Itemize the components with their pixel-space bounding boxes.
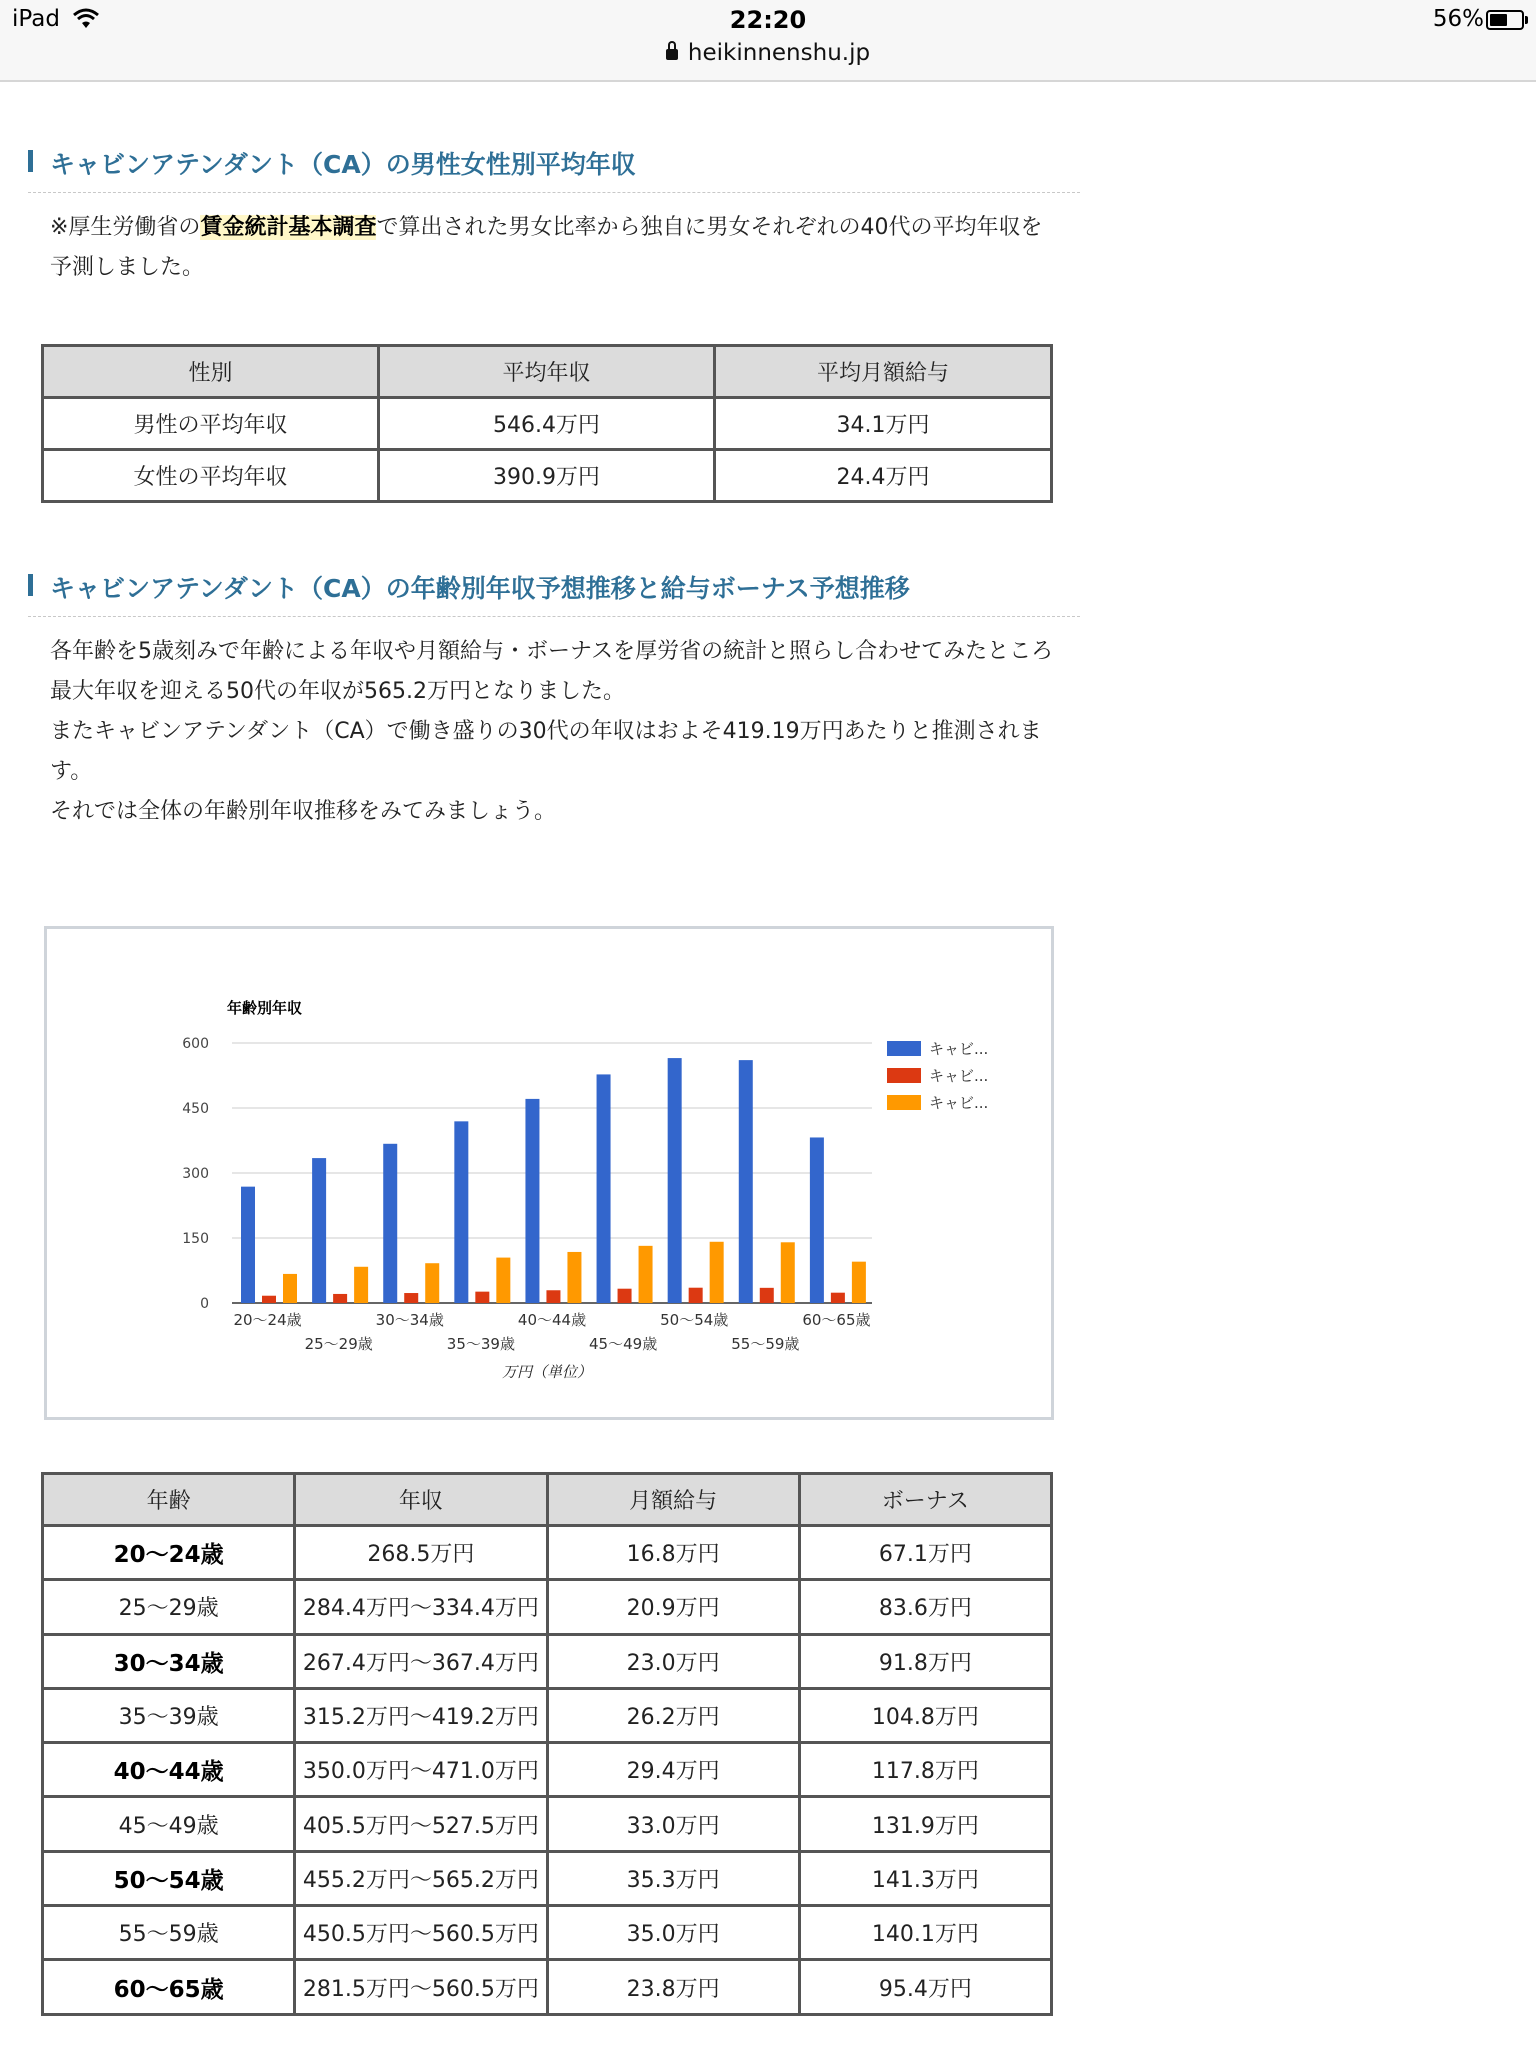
table-cell: 67.1万円 <box>799 1526 1051 1580</box>
bar-6-1 <box>689 1288 703 1303</box>
bar-7-2 <box>781 1242 795 1303</box>
x-tick-label: 40〜44歳 <box>517 1311 587 1329</box>
table-cell: 267.4万円〜367.4万円 <box>295 1634 547 1688</box>
x-tick-label: 55〜59歳 <box>731 1335 800 1353</box>
bar-8-0 <box>810 1137 824 1303</box>
x-tick-label: 20〜24歳 <box>233 1311 302 1329</box>
x-tick-label: 45〜49歳 <box>589 1335 658 1353</box>
table-cell: 546.4万円 <box>378 398 714 450</box>
x-tick-label: 25〜29歳 <box>304 1335 373 1353</box>
table-cell: 268.5万円 <box>295 1526 547 1580</box>
section-title-gender: キャビンアテンダント（CA）の男性女性別平均年収 <box>50 150 636 179</box>
table-row <box>43 1526 1052 1580</box>
age-cell: 60〜65歳 <box>43 1960 295 2014</box>
chart-title: 年齢別年収 <box>227 999 303 1017</box>
x-tick-label: 50〜54歳 <box>660 1311 729 1329</box>
age-cell: 25〜29歳 <box>43 1580 295 1634</box>
age-cell: 50〜54歳 <box>43 1851 295 1905</box>
bar-4-2 <box>567 1252 581 1303</box>
legend-label: キャビ... <box>929 1040 989 1058</box>
age-intro <box>50 632 1060 832</box>
table-cell: 131.9万円 <box>799 1797 1051 1851</box>
y-tick-label: 0 <box>200 1296 209 1312</box>
age-cell: 30〜34歳 <box>43 1634 295 1688</box>
header-gender: 性別 <box>43 346 379 398</box>
bar-2-1 <box>404 1293 418 1303</box>
table-row <box>43 1580 1052 1634</box>
age-cell: 40〜44歳 <box>43 1743 295 1797</box>
table-cell: 16.8万円 <box>547 1526 799 1580</box>
table-cell: 315.2万円〜419.2万円 <box>295 1688 547 1742</box>
gender-salary-table <box>41 344 1053 503</box>
table-row <box>43 1797 1052 1851</box>
table-cell: 405.5万円〜527.5万円 <box>295 1797 547 1851</box>
x-tick-label: 30〜34歳 <box>375 1311 444 1329</box>
table-cell: 20.9万円 <box>547 1580 799 1634</box>
table-cell: 140.1万円 <box>799 1906 1051 1960</box>
table-row <box>43 1851 1052 1905</box>
legend-swatch <box>887 1068 921 1083</box>
bar-4-0 <box>525 1099 539 1303</box>
table-cell: 女性の平均年収 <box>43 450 379 502</box>
status-bar <box>0 0 1536 82</box>
bar-3-0 <box>454 1121 468 1303</box>
table-cell: 141.3万円 <box>799 1851 1051 1905</box>
lock-icon <box>666 49 678 60</box>
bar-5-0 <box>597 1074 611 1303</box>
bar-1-0 <box>312 1158 326 1303</box>
bar-0-0 <box>241 1187 255 1303</box>
legend-label: キャビ... <box>929 1094 989 1112</box>
legend-swatch <box>887 1041 921 1056</box>
table-cell: 450.5万円〜560.5万円 <box>295 1906 547 1960</box>
bar-6-2 <box>710 1242 724 1303</box>
table-row <box>43 1960 1052 2014</box>
header-income: 年収 <box>295 1474 547 1526</box>
legend-label: キャビ... <box>929 1067 989 1085</box>
age-cell: 45〜49歳 <box>43 1797 295 1851</box>
age-salary-table <box>41 1472 1053 2016</box>
bar-2-0 <box>383 1144 397 1303</box>
table-cell: 35.0万円 <box>547 1906 799 1960</box>
address-bar[interactable] <box>0 40 1536 66</box>
y-tick-label: 300 <box>182 1166 209 1182</box>
clock: 22:20 <box>729 6 807 34</box>
intro-line: それでは全体の年齢別年収推移をみてみましょう。 <box>50 799 557 824</box>
legend-swatch <box>887 1095 921 1110</box>
table-cell: 117.8万円 <box>799 1743 1051 1797</box>
table-cell: 23.0万円 <box>547 1634 799 1688</box>
table-row <box>43 398 1052 450</box>
bar-0-2 <box>283 1274 297 1303</box>
heading-accent-bar <box>28 574 33 596</box>
age-cell: 35〜39歳 <box>43 1688 295 1742</box>
x-tick-label: 35〜39歳 <box>446 1335 515 1353</box>
table-row <box>43 1906 1052 1960</box>
bar-6-0 <box>668 1058 682 1303</box>
table-cell: 83.6万円 <box>799 1580 1051 1634</box>
table-cell: 24.4万円 <box>714 450 1051 502</box>
bar-3-1 <box>475 1292 489 1303</box>
table-cell: 29.4万円 <box>547 1743 799 1797</box>
y-tick-label: 600 <box>182 1036 209 1052</box>
header-age: 年齢 <box>43 1474 295 1526</box>
survey-link-text: 賃金統計基本調査 <box>200 215 377 240</box>
bar-1-2 <box>354 1267 368 1303</box>
bar-2-2 <box>425 1263 439 1303</box>
bar-0-1 <box>262 1296 276 1303</box>
section-heading-gender <box>28 148 1080 193</box>
battery-percent: 56% <box>1432 6 1484 32</box>
bar-4-1 <box>546 1290 560 1303</box>
gender-note: ※厚生労働省の賃金統計基本調査で算出された男女比率から独自に男女それぞれの40代の平均年収を予測しました。 <box>50 215 1043 280</box>
section-heading-age <box>28 572 1080 617</box>
bar-7-1 <box>760 1288 774 1303</box>
table-cell: 95.4万円 <box>799 1960 1051 2014</box>
y-tick-label: 450 <box>182 1101 209 1117</box>
header-avg-income: 平均年収 <box>378 346 714 398</box>
x-tick-label: 60〜65歳 <box>802 1311 871 1329</box>
table-cell: 284.4万円〜334.4万円 <box>295 1580 547 1634</box>
intro-line: 各年齢を5歳刻みで年齢による年収や月額給与・ボーナスを厚労省の統計と照らし合わせてみたところ <box>50 639 1054 664</box>
table-cell: 455.2万円〜565.2万円 <box>295 1851 547 1905</box>
y-tick-label: 150 <box>182 1231 209 1247</box>
header-monthly: 月額給与 <box>547 1474 799 1526</box>
table-cell: 34.1万円 <box>714 398 1051 450</box>
header-bonus: ボーナス <box>799 1474 1051 1526</box>
bar-5-1 <box>618 1289 632 1303</box>
section-title-age: キャビンアテンダント（CA）の年齢別年収予想推移と給与ボーナス予想推移 <box>50 574 910 603</box>
bar-7-0 <box>739 1060 753 1303</box>
header-avg-monthly: 平均月額給与 <box>714 346 1051 398</box>
bar-3-2 <box>496 1258 510 1303</box>
device-name: iPad <box>12 6 60 32</box>
table-cell: 350.0万円〜471.0万円 <box>295 1743 547 1797</box>
heading-accent-bar <box>28 150 33 172</box>
chart-canvas <box>47 929 1051 1417</box>
table-row <box>43 1743 1052 1797</box>
table-cell: 390.9万円 <box>378 450 714 502</box>
table-cell: 男性の平均年収 <box>43 398 379 450</box>
battery-icon <box>1486 10 1524 30</box>
age-cell: 20〜24歳 <box>43 1526 295 1580</box>
table-cell: 33.0万円 <box>547 1797 799 1851</box>
table-cell: 26.2万円 <box>547 1688 799 1742</box>
age-cell: 55〜59歳 <box>43 1906 295 1960</box>
bar-5-2 <box>639 1246 653 1303</box>
table-cell: 23.8万円 <box>547 1960 799 2014</box>
table-row <box>43 1634 1052 1688</box>
table-cell: 91.8万円 <box>799 1634 1051 1688</box>
table-header-row <box>43 1474 1052 1526</box>
table-row <box>43 450 1052 502</box>
intro-line: 最大年収を迎える50代の年収が565.2万円となりました。 <box>50 679 625 704</box>
bar-8-2 <box>852 1262 866 1303</box>
table-row <box>43 1688 1052 1742</box>
table-header-row <box>43 346 1052 398</box>
intro-line: またキャビンアテンダント（CA）で働き盛りの30代の年収はおよそ419.19万円あたりと推測されます。 <box>50 719 1042 784</box>
bar-1-1 <box>333 1294 347 1303</box>
table-cell: 281.5万円〜560.5万円 <box>295 1960 547 2014</box>
table-cell: 35.3万円 <box>547 1851 799 1905</box>
x-axis-title: 万円（単位） <box>501 1363 593 1381</box>
url-text: heikinnenshu.jp <box>687 40 871 66</box>
table-cell: 104.8万円 <box>799 1688 1051 1742</box>
age-income-chart <box>44 926 1054 1420</box>
bar-8-1 <box>831 1293 845 1303</box>
